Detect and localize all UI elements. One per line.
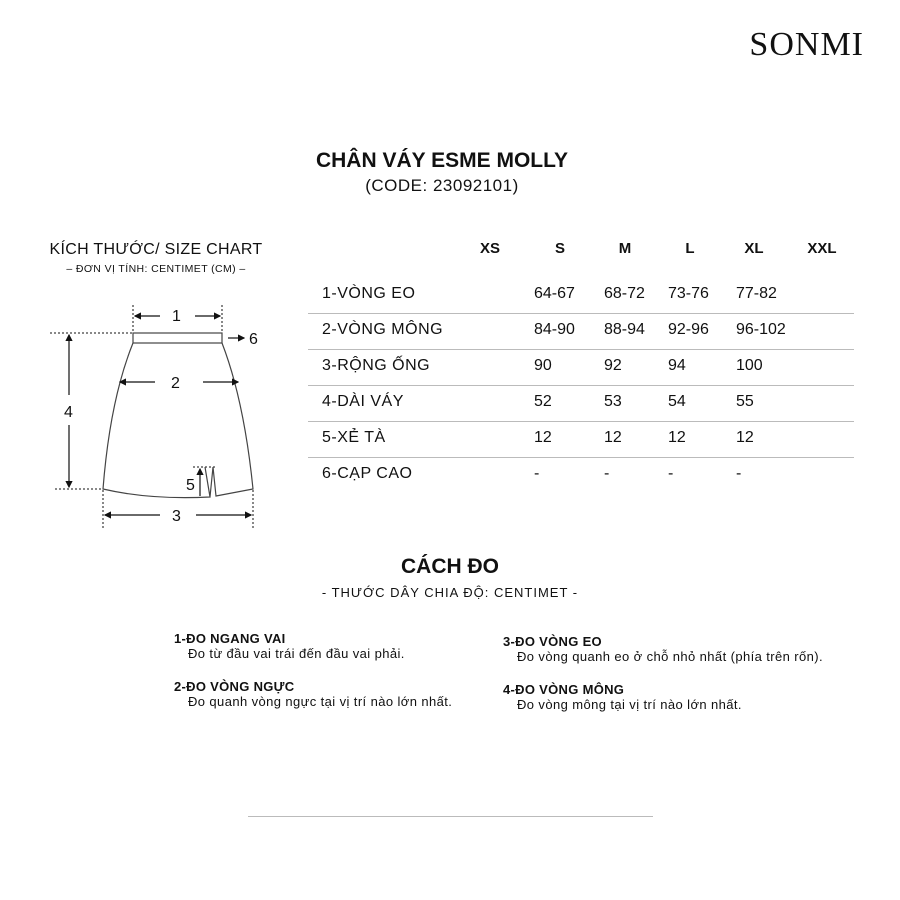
size-header-xxl: XXL: [807, 240, 837, 257]
table-cell: 77-82: [736, 285, 777, 302]
table-cell: 100: [736, 357, 763, 374]
size-header-l: L: [685, 240, 695, 257]
measure-heading: 1-ĐO NGANG VAI: [174, 631, 286, 646]
measure-desc: Đo quanh vòng ngực tại vị trí nào lớn nhất.: [188, 694, 453, 709]
row-label: 2-VÒNG MÔNG: [322, 321, 444, 338]
measure-heading: 3-ĐO VÒNG EO: [503, 634, 602, 649]
measure-heading: 4-ĐO VÒNG MÔNG: [503, 682, 625, 697]
product-code: (CODE: 23092101): [365, 176, 519, 195]
size-header-xs: XS: [479, 240, 500, 257]
table-cell: -: [668, 465, 674, 482]
table-cell: 92-96: [668, 321, 709, 338]
row-divider: [308, 349, 854, 350]
diagram-label-2: 2: [171, 375, 180, 392]
size-header-m: M: [618, 240, 632, 257]
table-cell: -: [534, 465, 540, 482]
row-divider: [308, 421, 854, 422]
diagram-label-3: 3: [172, 508, 181, 525]
table-cell: 73-76: [668, 285, 709, 302]
table-cell: 12: [736, 429, 754, 446]
brand-logo: SONMI: [749, 26, 864, 63]
table-cell: 96-102: [736, 321, 786, 338]
measure-desc: Đo vòng mông tại vị trí nào lớn nhất.: [517, 697, 742, 712]
row-label: 4-DÀI VÁY: [322, 393, 404, 410]
table-cell: 68-72: [604, 285, 645, 302]
size-chart-title: KÍCH THƯỚC/ SIZE CHART: [49, 241, 263, 258]
row-divider: [308, 457, 854, 458]
measure-desc: Đo từ đầu vai trái đến đầu vai phải.: [188, 646, 405, 661]
diagram-label-6: 6: [249, 331, 258, 348]
diagram-label-4: 4: [64, 404, 73, 421]
row-label: 1-VÒNG EO: [322, 285, 416, 302]
diagram-label-1: 1: [172, 308, 181, 325]
table-cell: 12: [668, 429, 686, 446]
how-to-measure-title: CÁCH ĐO: [401, 555, 499, 578]
table-cell: 12: [534, 429, 552, 446]
measure-item-2: [174, 679, 452, 709]
diagram-label-5: 5: [186, 477, 195, 494]
measure-heading: 2-ĐO VÒNG NGỰC: [174, 679, 295, 694]
table-cell: 84-90: [534, 321, 575, 338]
table-cell: 12: [604, 429, 622, 446]
table-cell: -: [736, 465, 742, 482]
measure-item-4: [503, 682, 742, 712]
measure-item-1: [174, 631, 405, 661]
measure-item-3: [503, 634, 823, 664]
measure-desc: Đo vòng quanh eo ở chỗ nhỏ nhất (phía trên rốn).: [517, 649, 823, 664]
product-title: CHÂN VÁY ESME MOLLY: [315, 149, 569, 172]
size-chart-unit: – ĐƠN VỊ TÍNH: CENTIMET (CM) –: [66, 263, 246, 275]
divider: [248, 816, 653, 817]
table-cell: 54: [668, 393, 686, 410]
table-cell: 55: [736, 393, 754, 410]
table-cell: 94: [668, 357, 686, 374]
table-cell: 90: [534, 357, 552, 374]
skirt-diagram: [0, 290, 300, 530]
table-cell: -: [604, 465, 610, 482]
row-label: 5-XẺ TÀ: [322, 429, 386, 446]
size-header-s: S: [554, 240, 565, 257]
row-label: 6-CẠP CAO: [322, 465, 413, 482]
table-cell: 53: [604, 393, 622, 410]
table-cell: 52: [534, 393, 552, 410]
how-to-measure-subtitle: - THƯỚC DÂY CHIA ĐỘ: CENTIMET -: [321, 585, 579, 600]
table-cell: 92: [604, 357, 622, 374]
table-cell: 88-94: [604, 321, 645, 338]
row-label: 3-RỘNG ỐNG: [322, 357, 431, 374]
row-divider: [308, 313, 854, 314]
row-divider: [308, 385, 854, 386]
size-header-xl: XL: [744, 240, 764, 257]
table-cell: 64-67: [534, 285, 575, 302]
